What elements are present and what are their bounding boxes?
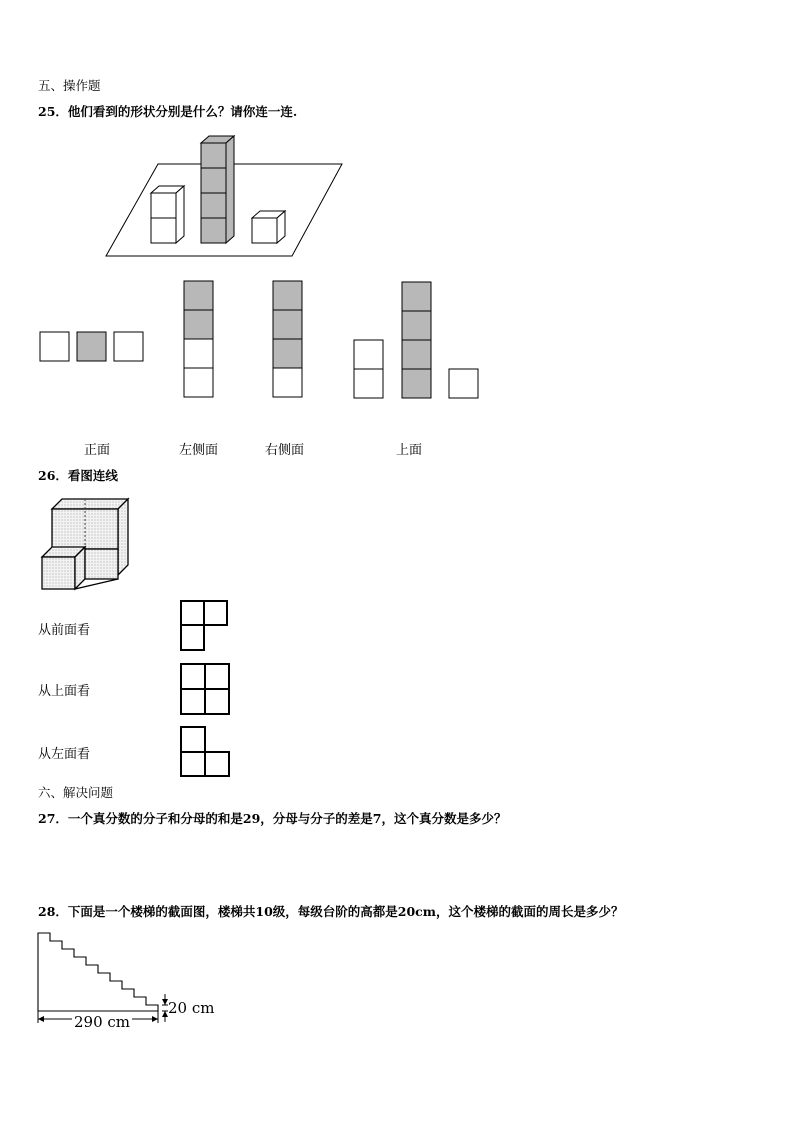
view-option-right xyxy=(271,279,305,401)
view-shape-1 xyxy=(179,599,231,655)
height-label: 20 cm xyxy=(168,999,215,1017)
view-label-top: 从上面看 xyxy=(38,684,91,699)
view-option-front xyxy=(38,330,148,366)
width-label: 290 cm xyxy=(74,1013,131,1031)
section-title-6: 六、解决问题 xyxy=(38,785,114,800)
cube-scene-figure xyxy=(100,130,350,260)
section-title: 五、操作题 xyxy=(38,78,101,93)
label-left-side: 左侧面 xyxy=(179,443,219,458)
view-shape-3 xyxy=(179,725,233,781)
question-25-text: 25．他们看到的形状分别是什么？请你连一连. xyxy=(38,104,298,119)
view-shape-2 xyxy=(179,662,233,718)
view-label-left: 从左面看 xyxy=(38,747,91,762)
view-option-left xyxy=(182,279,216,401)
view-label-front: 从前面看 xyxy=(38,623,91,638)
view-option-top xyxy=(352,280,482,402)
question-28-text: 28．下面是一个楼梯的截面图，楼梯共10级，每级台阶的高都是20cm，这个楼梯的截面的周长是多少？ xyxy=(38,904,624,919)
question-27-text: 27．一个真分数的分子和分母的和是29，分母与分子的差是7，这个真分数是多少？ xyxy=(38,811,507,826)
label-top: 上面 xyxy=(396,443,423,458)
label-right-side: 右侧面 xyxy=(265,443,305,458)
question-26-text: 26．看图连线 xyxy=(38,468,118,483)
solid-figure xyxy=(40,495,132,591)
label-front: 正面 xyxy=(84,443,111,458)
